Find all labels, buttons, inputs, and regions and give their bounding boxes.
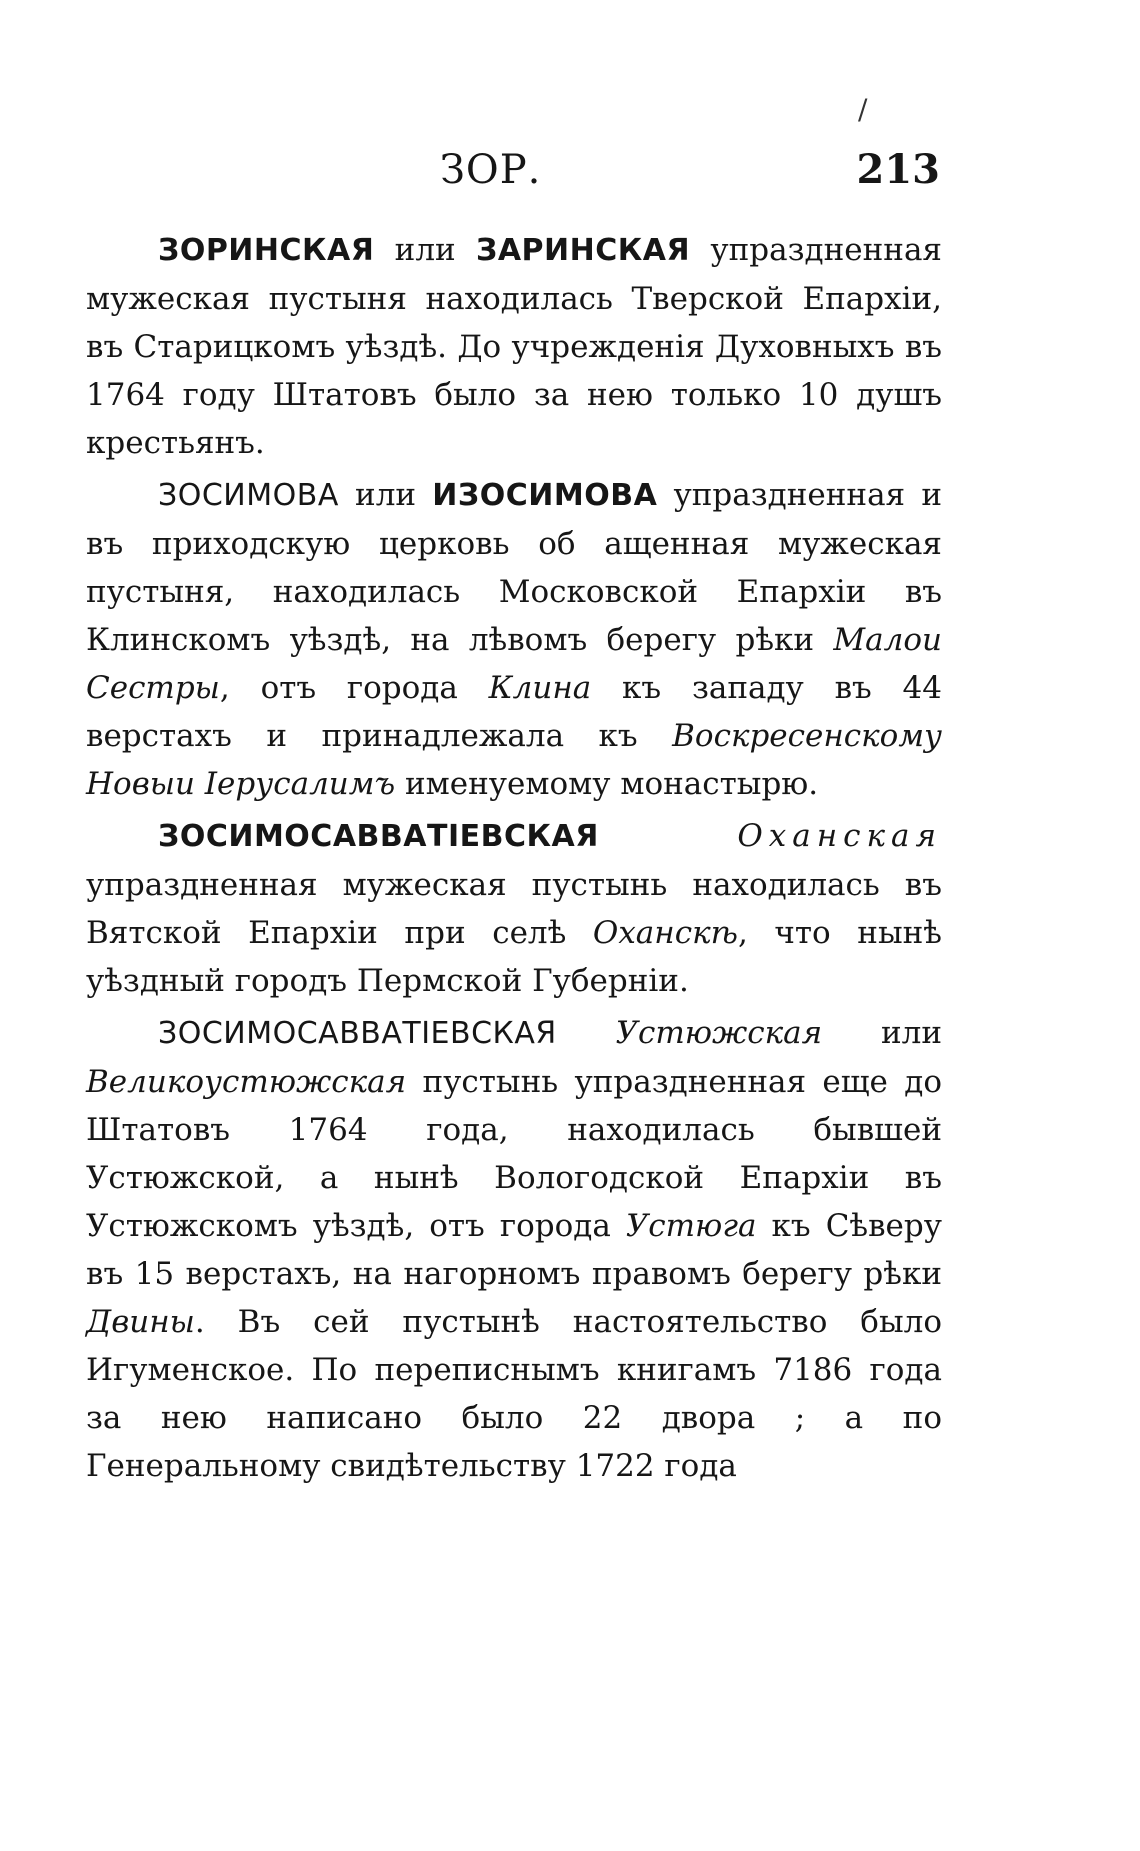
page-header bbox=[120, 140, 940, 200]
headword: ЗОСИМОСАВВАТІЕВСКАЯ bbox=[158, 1016, 557, 1051]
variant-headword: ИЗОСИМОВА bbox=[432, 478, 658, 513]
entry-text: къ западу въ 44 верстахъ и принадлежала къ bbox=[86, 670, 942, 754]
village-name: Оханскѣ bbox=[592, 915, 738, 951]
monastery-name: Воскресенскому Новыи Іерусалимъ bbox=[86, 718, 942, 802]
entry-text: упраздненная мужеская пустынь находилась въ Вятской Епархіи при селѣ bbox=[86, 867, 942, 951]
page-number: 213 bbox=[856, 146, 940, 193]
river-name: Двины bbox=[86, 1304, 195, 1340]
entry-text: упраздненная и въ приходскую церковь об ащенная мужеская пустыня, находилась Московской Епархіи въ Клинскомъ уѣздѣ, на лѣвомъ берегу рѣки bbox=[86, 477, 942, 658]
running-head: ЗОР. bbox=[440, 147, 542, 193]
connector: или bbox=[822, 1015, 942, 1051]
connector: или bbox=[338, 477, 433, 513]
entry-text: упраздненная мужеская пустыня находилась Тверской Епархіи, въ Старицкомъ уѣздѣ. До учрежденія Духовныхъ въ 1764 году Штатовъ было за нею только 10 душъ крестьянъ. bbox=[86, 232, 942, 461]
entry-text: , отъ города bbox=[219, 670, 489, 706]
city-name: Устюга bbox=[625, 1208, 757, 1244]
entry-text: именуемому монастырю. bbox=[395, 766, 819, 802]
epithet-alt: Великоустюжская bbox=[86, 1064, 407, 1100]
city-name: Клина bbox=[488, 670, 592, 706]
river-name: Малои Сестры bbox=[86, 622, 942, 706]
entry-text: . Въ сей пустынѣ настоятельство было Игуменское. По переписнымъ книгамъ 7186 года за нею написано было 22 двора ; а по Генеральному свидѣтельству 1722 года bbox=[86, 1304, 942, 1484]
variant-headword: ЗАРИНСКАЯ bbox=[476, 233, 691, 268]
entry-text: пустынь упраздненная еще до Штатовъ 1764 года, находилась бывшей Устюжской, а нынѣ Вологодской Епархіи въ Устюжскомъ уѣздѣ, отъ города bbox=[86, 1064, 942, 1244]
headword: ЗОРИНСКАЯ bbox=[158, 233, 375, 268]
entry-ustyuzhskaya bbox=[86, 1009, 942, 1490]
entry-okhanskaya bbox=[86, 812, 942, 1005]
epithet: Устюжская bbox=[615, 1015, 823, 1051]
entry-zorinskaya bbox=[86, 226, 942, 467]
epithet: Оханская bbox=[737, 818, 942, 854]
page-body bbox=[86, 226, 942, 1494]
stray-mark: / bbox=[858, 93, 868, 126]
entry-text: , что нынѣ уѣздный городъ Пермской Губерніи. bbox=[86, 915, 942, 999]
connector: или bbox=[374, 232, 476, 268]
entry-zosimova bbox=[86, 471, 942, 808]
entry-text: къ Сѣверу въ 15 верстахъ, на нагорномъ правомъ берегу рѣки bbox=[86, 1208, 942, 1292]
headword: ЗОСИМОСАВВАТІЕВСКАЯ bbox=[158, 819, 599, 854]
headword: ЗОСИМОВА bbox=[158, 478, 339, 513]
